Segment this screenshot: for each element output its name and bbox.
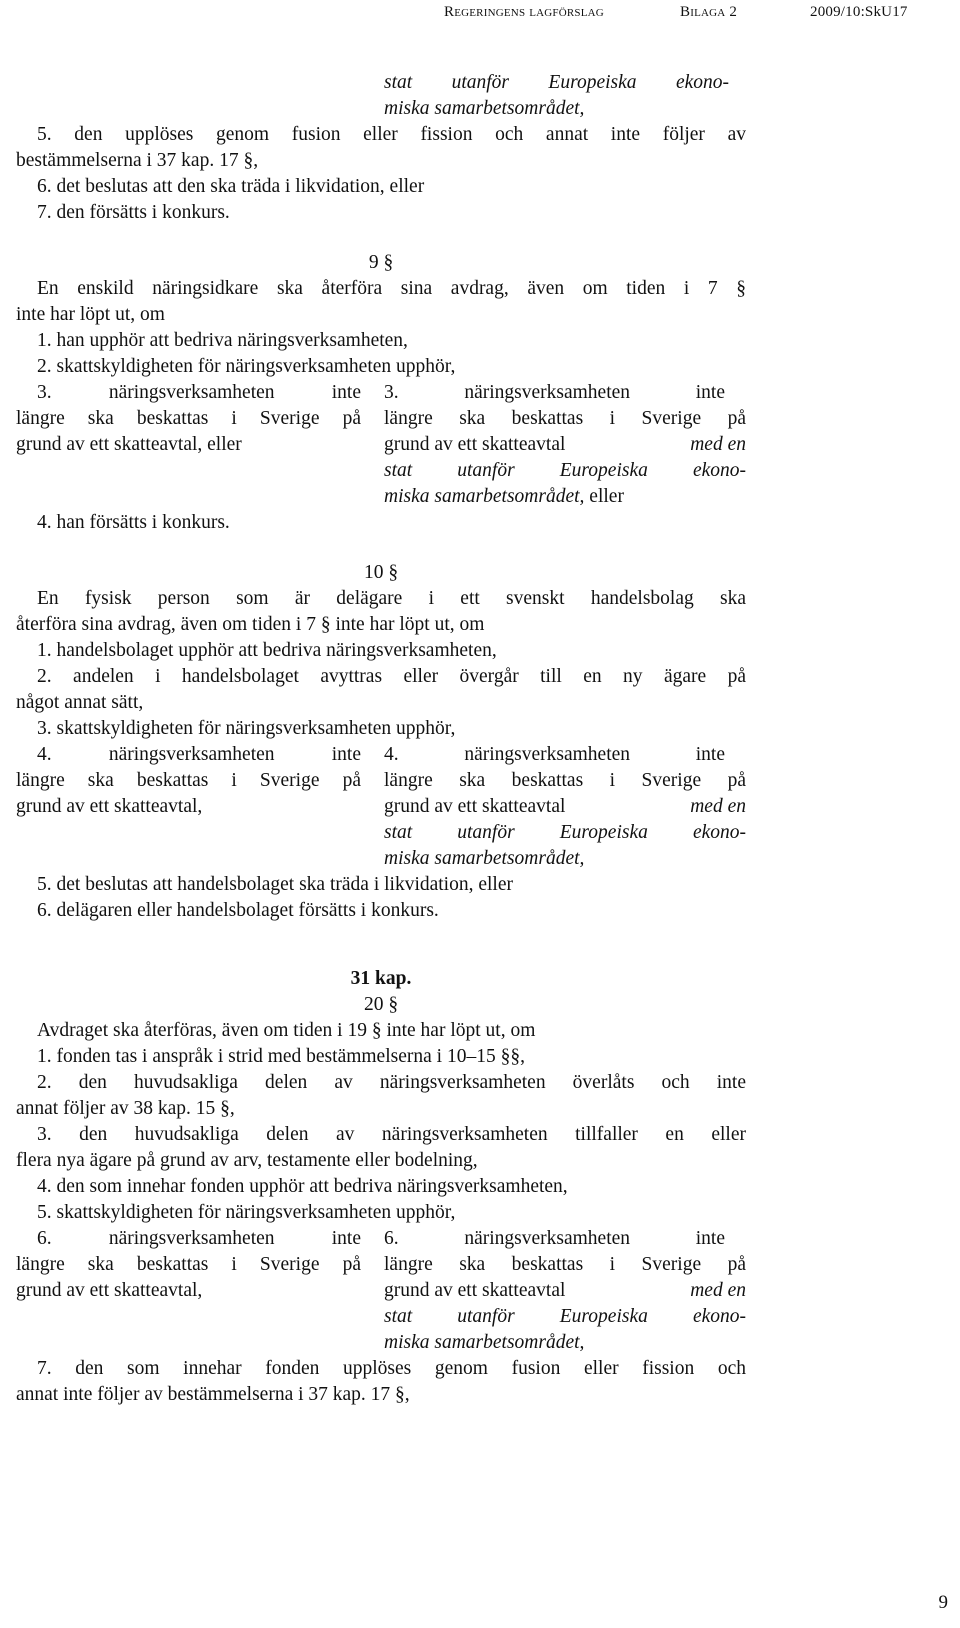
section-20-right-line-2: längre ska beskattas i Sverige på — [384, 1254, 746, 1275]
section-10-right-line-3 — [384, 794, 746, 820]
section-20-intro: Avdraget ska återföras, även om tiden i 19 § inte har löpt ut, om — [37, 1020, 536, 1041]
section-10-right-line-1: 4. näringsverksamheten inte — [384, 744, 725, 765]
section-20-item-3-line-1: 3. den huvudsakliga delen av näringsverksamheten tillfaller en eller — [37, 1124, 746, 1145]
section-9-intro-line-2: inte har löpt ut, om — [16, 304, 165, 325]
section-9-right-line-2: längre ska beskattas i Sverige på — [384, 408, 746, 429]
section-20-right-line-5: miska samarbetsområdet, — [384, 1332, 585, 1353]
item-6: 6. det beslutas att den ska träda i likvidation, eller — [37, 176, 425, 197]
document-body — [16, 70, 746, 1408]
section-20-right-line-1: 6. näringsverksamheten inte — [384, 1228, 725, 1249]
section-9-right-line-4: stat utanför Europeiska ekono- — [384, 460, 746, 481]
section-9-right-line-3-text: grund av ett skatteavtal — [384, 434, 566, 455]
section-20-left-line-2: längre ska beskattas i Sverige på — [16, 1254, 361, 1275]
section-20-item-5: 5. skattskyldigheten för näringsverksamheten upphör, — [37, 1202, 456, 1223]
header-reference: 2009/10:SkU17 — [810, 4, 908, 20]
header-title: Regeringens lagförslag — [444, 4, 604, 20]
section-20-item-3-line-2: flera nya ägare på grund av arv, testamente eller bodelning, — [16, 1150, 478, 1171]
section-20-item-2-line-2: annat följer av 38 kap. 15 §, — [16, 1098, 235, 1119]
section-20-right-line-3 — [384, 1278, 746, 1304]
section-10-item-1: 1. handelsbolaget upphör att bedriva näringsverksamheten, — [37, 640, 497, 661]
section-9-right-line-5-tail: eller — [589, 486, 624, 507]
section-10-item-5: 5. det beslutas att handelsbolaget ska träda i likvidation, eller — [37, 874, 513, 895]
section-9-proposed-text — [384, 380, 746, 510]
section-10-left-line-2: längre ska beskattas i Sverige på — [16, 770, 361, 791]
section-9-right-line-5 — [384, 484, 746, 510]
section-9-heading: 9 § — [368, 252, 394, 273]
section-10-heading: 10 § — [363, 562, 399, 583]
section-10-item-2-line-1: 2. andelen i handelsbolaget avyttras eller övergår till en ny ägare på — [37, 666, 746, 687]
section-9-right-line-3-italic: med en — [690, 434, 746, 455]
section-9-right-line-1: 3. näringsverksamheten inte — [384, 382, 725, 403]
section-10-item-6: 6. delägaren eller handelsbolaget försätts i konkurs. — [37, 900, 439, 921]
section-9-comparison — [16, 380, 746, 510]
section-10-right-line-2: längre ska beskattas i Sverige på — [384, 770, 746, 791]
section-10-right-line-3-text: grund av ett skatteavtal — [384, 796, 566, 817]
section-20-item-7-line-2: annat inte följer av bestämmelserna i 37 kap. 17 §, — [16, 1384, 410, 1405]
section-20-comparison — [16, 1226, 746, 1356]
section-10-right-line-4: stat utanför Europeiska ekono- — [384, 822, 746, 843]
section-9-current-text — [16, 380, 361, 510]
section-10-left-line-1: 4. näringsverksamheten inte — [37, 744, 361, 765]
page-number: 9 — [938, 1592, 948, 1613]
header-bilaga: Bilaga 2 — [680, 4, 738, 20]
section-10-current-text — [16, 742, 361, 872]
section-10-intro-line-1: En fysisk person som är delägare i ett svenskt handelsbolag ska — [37, 588, 746, 609]
running-header — [0, 4, 960, 26]
section-9-item-1: 1. han upphör att bedriva näringsverksamheten, — [37, 330, 408, 351]
section-20-right-line-3-text: grund av ett skatteavtal — [384, 1280, 566, 1301]
continuation-right-line-1: stat utanför Europeiska ekono- — [384, 72, 729, 93]
section-9-left-line-3: grund av ett skatteavtal, eller — [16, 434, 242, 455]
section-20-left-line-1: 6. näringsverksamheten inte — [37, 1228, 361, 1249]
section-10-item-2-line-2: något annat sätt, — [16, 692, 144, 713]
section-10-left-line-3: grund av ett skatteavtal, — [16, 796, 203, 817]
section-9-intro-line-1: En enskild näringsidkare ska återföra sina avdrag, även om tiden i 7 § — [37, 278, 746, 299]
section-9-left-line-1: 3. näringsverksamheten inte — [37, 382, 361, 403]
section-20-right-line-4: stat utanför Europeiska ekono- — [384, 1306, 746, 1327]
section-20-right-line-3-italic: med en — [690, 1280, 746, 1301]
section-20-heading: 20 § — [363, 994, 399, 1015]
section-10-right-line-3-italic: med en — [690, 796, 746, 817]
chapter-31-heading: 31 kap. — [350, 968, 412, 989]
item-7: 7. den försätts i konkurs. — [37, 202, 230, 223]
section-10-comparison — [16, 742, 746, 872]
section-20-current-text — [16, 1226, 361, 1356]
section-20-item-4: 4. den som innehar fonden upphör att bedriva näringsverksamheten, — [37, 1176, 568, 1197]
item-5-line-1: 5. den upplöses genom fusion eller fission och annat inte följer av — [37, 124, 746, 145]
section-9-item-4: 4. han försätts i konkurs. — [37, 512, 230, 533]
section-10-intro-line-2: återföra sina avdrag, även om tiden i 7 § inte har löpt ut, om — [16, 614, 485, 635]
section-9-item-2: 2. skattskyldigheten för näringsverksamheten upphör, — [37, 356, 456, 377]
section-9-right-line-5-italic: miska samarbetsområdet, — [384, 486, 585, 507]
section-10-right-line-5: miska samarbetsområdet, — [384, 848, 585, 869]
section-10-item-3: 3. skattskyldigheten för näringsverksamheten upphör, — [37, 718, 456, 739]
section-10-proposed-text — [384, 742, 746, 872]
section-20-item-2-line-1: 2. den huvudsakliga delen av näringsverksamheten överlåts och inte — [37, 1072, 746, 1093]
section-9-right-line-3 — [384, 432, 746, 458]
section-20-item-1: 1. fonden tas i anspråk i strid med bestämmelserna i 10–15 §§, — [37, 1046, 525, 1067]
section-20-item-7-line-1: 7. den som innehar fonden upplöses genom fusion eller fission och — [37, 1358, 746, 1379]
continuation-right-line-2: miska samarbetsområdet, — [384, 98, 585, 119]
section-20-left-line-3: grund av ett skatteavtal, — [16, 1280, 203, 1301]
item-5-line-2: bestämmelserna i 37 kap. 17 §, — [16, 150, 259, 171]
section-9-left-line-2: längre ska beskattas i Sverige på — [16, 408, 361, 429]
section-20-proposed-text — [384, 1226, 746, 1356]
